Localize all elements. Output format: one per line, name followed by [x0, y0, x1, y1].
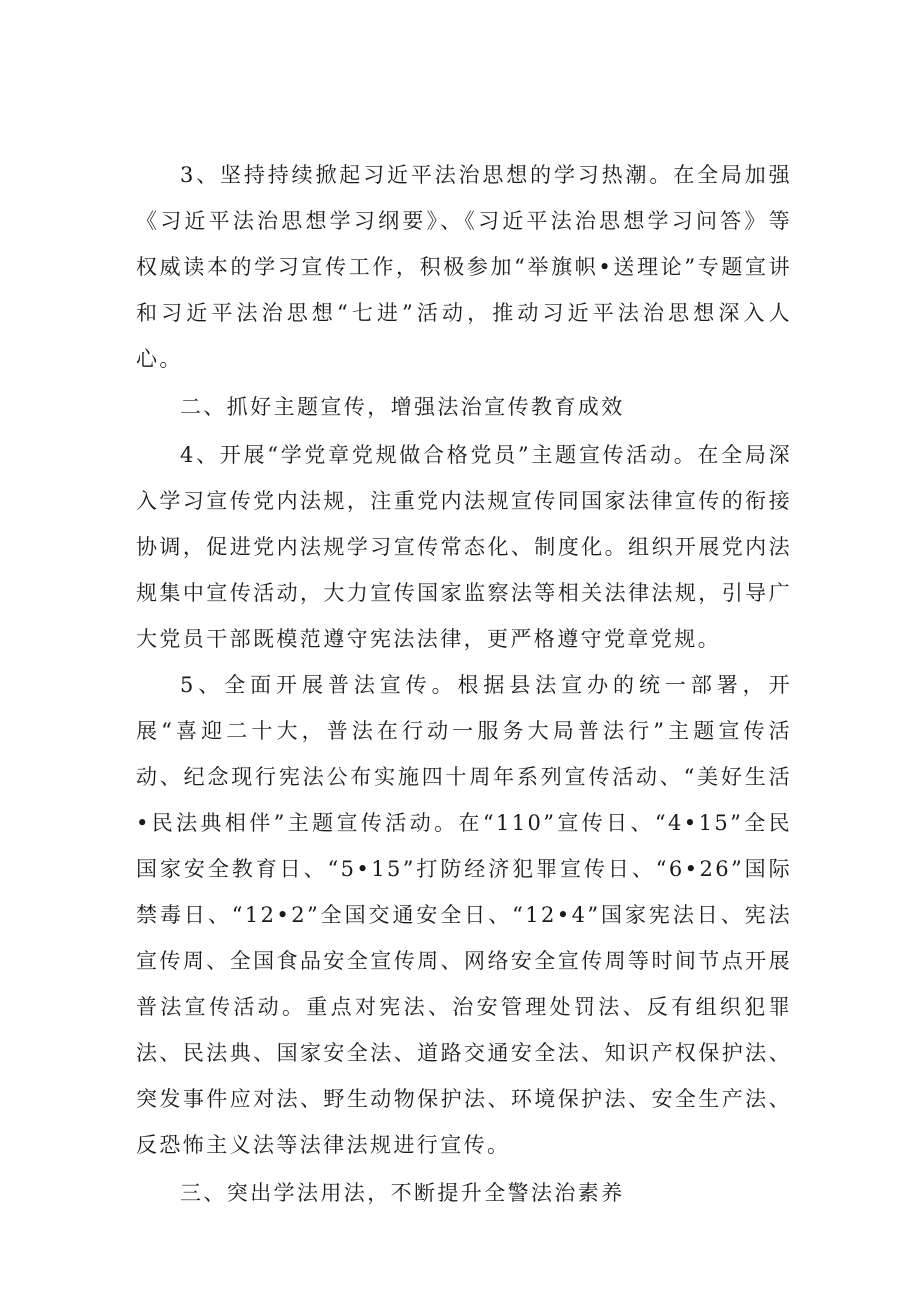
paragraph-item-4: 4、开展“学党章党规做合格党员”主题宣传活动。在全局深入学习宣传党内法规，注重党内法规宣传同国家法律宣传的衔接协调，促进党内法规学习宣传常态化、制度化。组织开展党内法规集中宣传活动，大力宣传国家监察法等相关法律法规，引导广大党员干部既模范遵守宪法法律，更严格遵守党章党规。	[136, 443, 792, 651]
section-heading-2: 二、抓好主题宣传，增强法治宣传教育成效	[180, 395, 625, 419]
paragraph-item-5: 5、全面开展普法宣传。根据县法宣办的统一部署，开展“喜迎二十大，普法在行动一服务大局普法行”主题宣传活动、纪念现行宪法公布实施四十周年系列宣传活动、“美好生活•民法典相伴”主题宣传活动。在“110”宣传日、“4•15”全民国家安全教育日、“5•15”打防经济犯罪宣传日、“6•26”国际禁毒日、“12•2”全国交通安全日、“12•4”国家宪法日、宪法宣传周、全国食品安全宣传周、网络安全宣传周等时间节点开展普法宣传活动。重点对宪法、治安管理处罚法、反有组织犯罪法、民法典、国家安全法、道路交通安全法、知识产权保护法、突发事件应对法、野生动物保护法、环境保护法、安全生产法、反恐怖主义法等法律法规进行宣传。	[136, 673, 792, 1157]
paragraph-item-3: 3、坚持持续掀起习近平法治思想的学习热潮。在全局加强《习近平法治思想学习纲要》、《习近平法治思想学习问答》等权威读本的学习宣传工作，积极参加“举旗帜•送理论”专题宣讲和习近平法治思想“七进”活动，推动习近平法治思想深入人心。	[136, 163, 792, 371]
section-heading-3: 三、突出学法用法，不断提升全警法治素养	[180, 1181, 625, 1205]
document-body	[136, 152, 792, 1218]
